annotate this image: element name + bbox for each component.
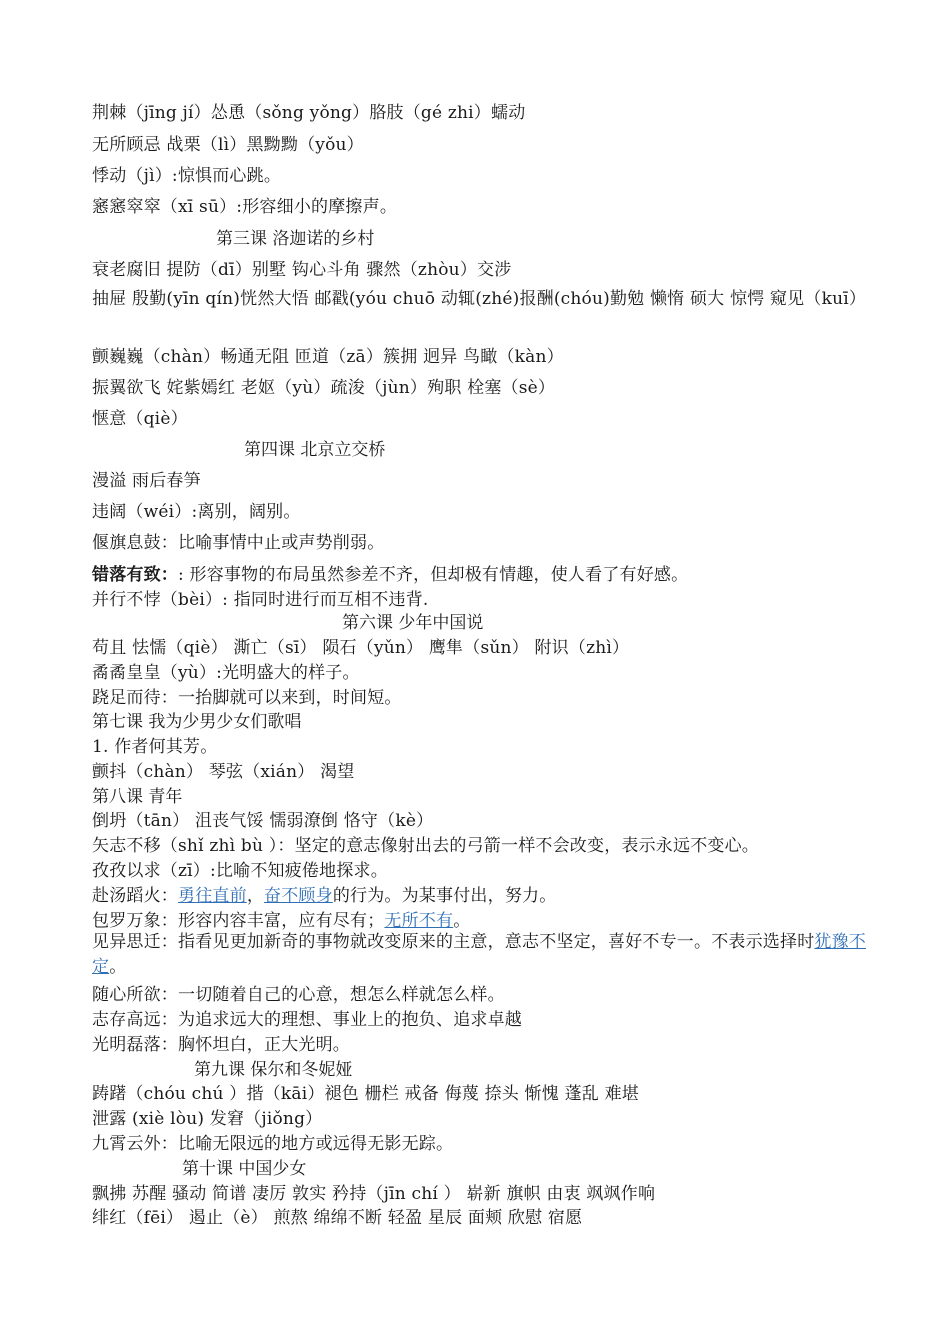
- vocab-line: 绯红（fēi） 遏止（è） 煎熬 绵绵不断 轻盈 星辰 面颊 欣慰 宿愿: [92, 1208, 583, 1228]
- vocab-line: 矞矞皇皇（yù）:光明盛大的样子。: [92, 663, 360, 683]
- punctuation: 。: [453, 911, 471, 931]
- lesson-heading: 第六课 少年中国说: [342, 613, 484, 633]
- vocab-line: 1. 作者何其芳。: [92, 737, 218, 757]
- lesson-heading: 第三课 洛迦诺的乡村: [216, 229, 375, 249]
- vocab-line: 孜孜以求（zī）:比喻不知疲倦地探求。: [92, 861, 388, 881]
- lesson-heading: 第八课 青年: [92, 787, 183, 807]
- vocab-line: 偃旗息鼓：比喻事情中止或声势削弱。: [92, 533, 385, 553]
- vocab-line: 颤抖（chàn） 琴弦（xián） 渴望: [92, 762, 355, 782]
- vocab-line: 窸窸窣窣（xī sū）:形容细小的摩擦声。: [92, 197, 398, 217]
- vocab-line: 违阔（wéi）:离别，阔别。: [92, 502, 301, 522]
- definition: 的行为。为某事付出，努力。: [332, 886, 557, 906]
- vocab-line: 九霄云外：比喻无限远的地方或远得无影无踪。: [92, 1134, 454, 1154]
- hyperlink[interactable]: 勇往直前: [178, 886, 247, 906]
- vocab-line: 矢志不移（shǐ zhì bù ）：坚定的意志像射出去的弓箭一样不会改变，表示永远不变心。: [92, 836, 759, 856]
- vocab-line: 荆棘（jīng jí）怂恿（sǒng yǒng）胳肢（gé zhi）蠕动: [92, 103, 526, 123]
- vocab-line: 踌躇（chóu chú ）揩（kāi）褪色 栅栏 戒备 侮蔑 捺头 惭愧 蓬乱 难堪: [92, 1084, 639, 1104]
- vocab-line: 飘拂 苏醒 骚动 简谱 凄厉 敦实 矜持（jīn chí ） 崭新 旗帜 由衷 飒飒作响: [92, 1184, 656, 1204]
- vocab-line: 惬意（qiè）: [92, 409, 188, 429]
- hyperlink[interactable]: 奋不顾身: [264, 886, 333, 906]
- lesson-heading: 第四课 北京立交桥: [244, 440, 386, 460]
- vocab-line: 倒坍（tān） 沮丧气馁 懦弱潦倒 恪守（kè）: [92, 811, 434, 831]
- vocab-line: [92, 906, 470, 931]
- vocab-line: 抽屉 殷勤(yīn qín)恍然大悟 邮戳(yóu chuō 动辄(zhé)报酬(chóu)勤勉 懒惰 硕大 惊愕 窥见（kuī）: [92, 289, 867, 309]
- lesson-heading: 第九课 保尔和冬妮娅: [194, 1060, 353, 1080]
- hyperlink[interactable]: 无所不有: [384, 911, 454, 931]
- vocab-line: [92, 881, 556, 906]
- vocab-line: 并行不悖（bèi）: 指同时进行而互相不违背.: [92, 590, 429, 610]
- hyperlink[interactable]: 犹豫不定: [92, 932, 867, 977]
- punctuation: 。: [109, 957, 127, 977]
- vocab-line: 泄露 (xiè lòu) 发窘（jiǒng）: [92, 1109, 323, 1129]
- lesson-heading: 第七课 我为少男少女们歌唱: [92, 712, 302, 732]
- vocab-line: 衰老腐旧 提防（dī）别墅 钩心斗角 骤然（zhòu）交涉: [92, 260, 512, 280]
- vocab-line: 悸动（jì）:惊惧而心跳。: [92, 166, 282, 186]
- lesson-heading: 第十课 中国少女: [182, 1159, 307, 1179]
- vocab-line: 光明磊落：胸怀坦白，正大光明。: [92, 1035, 350, 1055]
- vocab-line: 苟且 怯懦（qiè） 澌亡（sī） 陨石（yǔn） 鹰隼（sǔn） 附识（zhì）: [92, 638, 630, 658]
- vocab-line: 颤巍巍（chàn）畅通无阻 匝道（zā）簇拥 迥异 鸟瞰（kàn）: [92, 347, 564, 367]
- vocab-line: 振翼欲飞 姹紫嫣红 老妪（yù）疏浚（jùn）殉职 栓塞（sè）: [92, 378, 556, 398]
- vocab-line: 无所顾忌 战栗（lì）黑黝黝（yǒu）: [92, 135, 364, 155]
- definition: 包罗万象：形容内容丰富，应有尽有；: [92, 911, 385, 931]
- punctuation: ，: [246, 886, 265, 906]
- vocab-line: 漫溢 雨后春笋: [92, 471, 201, 491]
- term: 错落有致：: [92, 565, 178, 585]
- definition: 见异思迁：指看见更加新奇的事物就改变原来的主意，意志不坚定，喜好不专一。不表示选择时: [92, 932, 815, 952]
- vocab-line: [92, 930, 872, 980]
- vocab-line: 随心所欲：一切随着自己的心意，想怎么样就怎么样。: [92, 985, 505, 1005]
- term: 赴汤蹈火：: [92, 886, 178, 906]
- vocab-line: 跷足而待：一抬脚就可以来到，时间短。: [92, 688, 402, 708]
- vocab-line: 志存高远：为追求远大的理想、事业上的抱负、追求卓越: [92, 1010, 522, 1030]
- vocab-line: [92, 560, 688, 585]
- definition: : 形容事物的布局虽然参差不齐，但却极有情趣，使人看了有好感。: [178, 565, 689, 585]
